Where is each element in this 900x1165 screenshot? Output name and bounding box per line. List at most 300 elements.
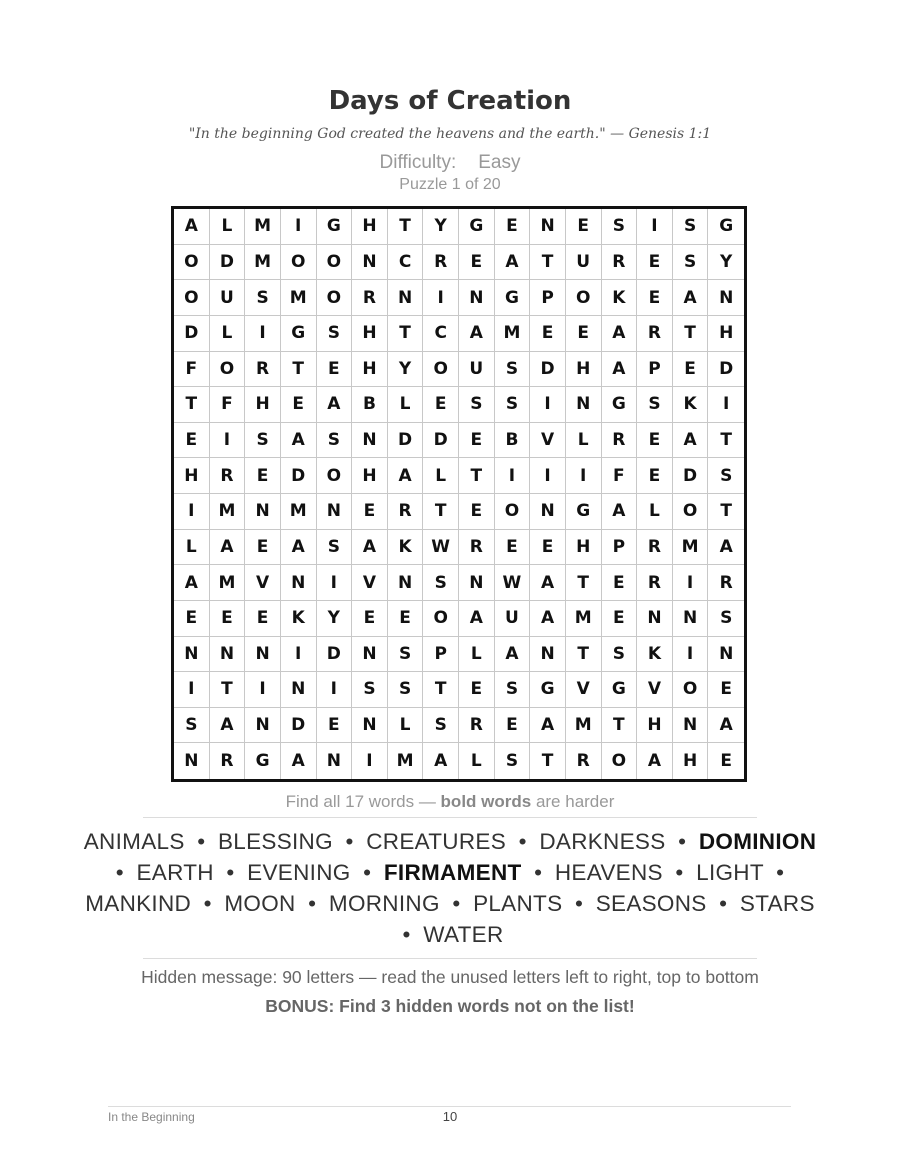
grid-cell: L (210, 316, 246, 352)
grid-cell: E (174, 423, 210, 459)
grid-cell: N (530, 209, 566, 245)
grid-cell: E (673, 352, 709, 388)
grid-cell: Y (317, 601, 353, 637)
grid-cell: A (602, 494, 638, 530)
grid-cell: S (602, 209, 638, 245)
grid-cell: R (352, 280, 388, 316)
grid-cell: O (174, 245, 210, 281)
grid-cell: G (566, 494, 602, 530)
grid-cell: R (602, 423, 638, 459)
grid-cell: L (459, 637, 495, 673)
grid-cell: N (459, 280, 495, 316)
word-list-item: FIRMAMENT (383, 860, 522, 885)
grid-cell: T (530, 245, 566, 281)
grid-cell: E (210, 601, 246, 637)
grid-cell: A (459, 316, 495, 352)
grid-cell: M (566, 708, 602, 744)
grid-cell: O (673, 494, 709, 530)
grid-cell: E (174, 601, 210, 637)
word-separator: • (345, 829, 354, 854)
grid-cell: O (566, 280, 602, 316)
grid-cell: T (708, 494, 744, 530)
difficulty-line (0, 152, 900, 174)
grid-cell: N (317, 743, 353, 779)
grid-cell: A (423, 743, 459, 779)
grid-cell: F (602, 458, 638, 494)
grid-cell: A (317, 387, 353, 423)
grid-cell: M (281, 494, 317, 530)
word-list-item: MOON (224, 891, 296, 916)
word-list-item: EVENING (247, 860, 351, 885)
grid-cell: E (245, 601, 281, 637)
find-bold: bold words (440, 792, 532, 811)
grid-cell: E (352, 601, 388, 637)
word-separator: • (518, 829, 527, 854)
grid-cell: V (566, 672, 602, 708)
grid-cell: N (352, 708, 388, 744)
grid-cell: D (673, 458, 709, 494)
grid-cell: K (602, 280, 638, 316)
grid-cell: S (637, 387, 673, 423)
grid-cell: A (210, 708, 246, 744)
grid-cell: H (637, 708, 673, 744)
grid-cell: G (281, 316, 317, 352)
grid-cell: U (566, 245, 602, 281)
grid-cell: R (388, 494, 424, 530)
word-list-item: MORNING (328, 891, 440, 916)
word-list-item: ANIMALS (83, 829, 185, 854)
grid-cell: M (245, 209, 281, 245)
grid-cell: W (495, 565, 531, 601)
grid-cell: A (174, 209, 210, 245)
grid-cell: N (388, 280, 424, 316)
grid-cell: E (459, 423, 495, 459)
page-title: Days of Creation (328, 86, 572, 116)
grid-cell: N (530, 637, 566, 673)
grid-cell: O (602, 743, 638, 779)
grid-cell: W (423, 530, 459, 566)
word-separator: • (197, 829, 206, 854)
grid-cell: H (352, 209, 388, 245)
grid-cell: E (708, 672, 744, 708)
grid-cell: I (174, 494, 210, 530)
grid-cell: T (566, 565, 602, 601)
grid-cell: G (530, 672, 566, 708)
word-separator: • (452, 891, 461, 916)
grid-cell: T (566, 637, 602, 673)
grid-cell: B (352, 387, 388, 423)
grid-cell: M (495, 316, 531, 352)
grid-cell: O (317, 458, 353, 494)
word-list-item: DOMINION (698, 829, 817, 854)
grid-cell: F (210, 387, 246, 423)
grid-cell: G (602, 672, 638, 708)
grid-cell: N (281, 672, 317, 708)
grid-cell: D (281, 458, 317, 494)
grid-cell: T (388, 316, 424, 352)
grid-cell: M (566, 601, 602, 637)
word-separator: • (776, 860, 785, 885)
footer-book-title: In the Beginning (108, 1110, 195, 1124)
grid-cell: C (388, 245, 424, 281)
word-separator: • (675, 860, 684, 885)
grid-cell: N (673, 601, 709, 637)
grid-cell: E (530, 316, 566, 352)
grid-cell: S (423, 565, 459, 601)
grid-cell: O (495, 494, 531, 530)
word-separator: • (308, 891, 317, 916)
grid-cell: E (602, 565, 638, 601)
grid-cell: A (495, 637, 531, 673)
grid-cell: V (530, 423, 566, 459)
grid-cell: T (423, 672, 459, 708)
grid-cell: R (210, 458, 246, 494)
grid-cell: E (317, 708, 353, 744)
bonus-note: BONUS: Find 3 hidden words not on the list! (265, 996, 635, 1016)
grid-cell: K (281, 601, 317, 637)
grid-cell: I (495, 458, 531, 494)
grid-cell: T (602, 708, 638, 744)
grid-cell: G (602, 387, 638, 423)
grid-cell: S (495, 672, 531, 708)
grid-cell: A (495, 245, 531, 281)
grid-cell: T (281, 352, 317, 388)
word-list-item: DARKNESS (539, 829, 666, 854)
grid-cell: A (388, 458, 424, 494)
grid-cell: F (174, 352, 210, 388)
scripture-verse: "In the beginning God created the heavens and the earth." — Genesis 1:1 (188, 126, 712, 142)
grid-cell: A (530, 601, 566, 637)
grid-cell: L (423, 458, 459, 494)
grid-cell: E (495, 708, 531, 744)
grid-cell: H (174, 458, 210, 494)
find-prefix: Find all 17 words — (285, 792, 441, 811)
grid-cell: N (708, 637, 744, 673)
grid-cell: U (495, 601, 531, 637)
word-list-item: EARTH (136, 860, 214, 885)
grid-cell: S (602, 637, 638, 673)
grid-cell: T (423, 494, 459, 530)
grid-cell: N (281, 565, 317, 601)
grid-cell: P (530, 280, 566, 316)
word-list-item: HEAVENS (554, 860, 663, 885)
grid-cell: O (423, 352, 459, 388)
grid-cell: E (566, 209, 602, 245)
grid-cell: E (495, 530, 531, 566)
grid-cell: A (530, 708, 566, 744)
grid-cell: I (352, 743, 388, 779)
grid-cell: A (708, 530, 744, 566)
grid-cell: S (708, 458, 744, 494)
grid-cell: N (174, 743, 210, 779)
grid-cell: O (281, 245, 317, 281)
grid-cell: G (495, 280, 531, 316)
grid-cell: S (317, 530, 353, 566)
word-separator: • (115, 860, 124, 885)
grid-cell: D (174, 316, 210, 352)
grid-cell: I (423, 280, 459, 316)
grid-cell: I (281, 637, 317, 673)
grid-cell: T (708, 423, 744, 459)
word-separator: • (402, 922, 411, 947)
grid-cell: H (673, 743, 709, 779)
grid-cell: P (423, 637, 459, 673)
hidden-message-note: Hidden message: 90 letters — read the unused letters left to right, top to bottom (141, 967, 759, 987)
find-instructions (0, 792, 900, 812)
grid-cell: R (637, 316, 673, 352)
grid-cell: K (637, 637, 673, 673)
grid-cell: R (637, 530, 673, 566)
grid-cell: Y (388, 352, 424, 388)
grid-cell: A (673, 423, 709, 459)
grid-cell: M (245, 245, 281, 281)
grid-cell: H (245, 387, 281, 423)
grid-cell: R (210, 743, 246, 779)
grid-cell: A (530, 565, 566, 601)
grid-cell: A (708, 708, 744, 744)
grid-cell: R (602, 245, 638, 281)
grid-cell: S (388, 672, 424, 708)
grid-cell: G (708, 209, 744, 245)
grid-cell: V (245, 565, 281, 601)
grid-cell: S (245, 280, 281, 316)
grid-cell: M (388, 743, 424, 779)
grid-cell: O (174, 280, 210, 316)
grid-cell: Y (423, 209, 459, 245)
grid-cell: O (423, 601, 459, 637)
grid-cell: K (673, 387, 709, 423)
grid-cell: S (317, 423, 353, 459)
grid-cell: S (423, 708, 459, 744)
grid-cell: U (459, 352, 495, 388)
grid-cell: B (495, 423, 531, 459)
grid-cell: I (708, 387, 744, 423)
grid-cell: L (174, 530, 210, 566)
grid-cell: R (637, 565, 673, 601)
grid-cell: A (602, 352, 638, 388)
word-separator: • (719, 891, 728, 916)
grid-cell: O (317, 280, 353, 316)
grid-cell: I (245, 672, 281, 708)
word-search-grid (171, 206, 747, 782)
word-separator: • (534, 860, 543, 885)
grid-cell: E (720, 751, 732, 772)
grid-cell: C (423, 316, 459, 352)
grid-cell: P (602, 530, 638, 566)
grid-cell: A (637, 743, 673, 779)
grid-cell: H (708, 316, 744, 352)
grid-cell: L (210, 209, 246, 245)
grid-cell: S (708, 601, 744, 637)
grid-cell: E (637, 280, 673, 316)
grid-cell: L (388, 387, 424, 423)
grid-cell: P (637, 352, 673, 388)
word-separator: • (574, 891, 584, 916)
grid-cell: O (210, 352, 246, 388)
word-separator: • (363, 860, 372, 885)
grid-cell: E (530, 530, 566, 566)
grid-cell: T (530, 743, 566, 779)
grid-cell: E (637, 245, 673, 281)
grid-cell: N (352, 637, 388, 673)
grid-cell: I (317, 565, 353, 601)
grid-cell: E (423, 387, 459, 423)
grid-cell: S (495, 352, 531, 388)
grid-cell: M (210, 494, 246, 530)
grid-cell: S (317, 316, 353, 352)
grid-cell: A (281, 423, 317, 459)
grid-cell: I (530, 387, 566, 423)
difficulty-label: Difficulty: (379, 152, 457, 173)
grid-cell: E (317, 352, 353, 388)
word-list-item: STARS (739, 891, 815, 916)
grid-cell: I (281, 209, 317, 245)
grid-cell: E (245, 458, 281, 494)
grid-cell: I (637, 209, 673, 245)
grid-cell: N (388, 565, 424, 601)
grid-cell: H (352, 316, 388, 352)
grid-cell: T (673, 316, 709, 352)
grid-cell: E (459, 494, 495, 530)
grid-cell: N (530, 494, 566, 530)
grid-cell: A (281, 743, 317, 779)
grid-cell: T (210, 672, 246, 708)
grid-cell: Y (708, 245, 744, 281)
grid-cell: N (245, 494, 281, 530)
grid-cell: I (210, 423, 246, 459)
grid-cell: E (637, 458, 673, 494)
word-separator: • (226, 860, 235, 885)
word-separator: • (203, 891, 212, 916)
grid-cell: I (317, 672, 353, 708)
word-list-item: BLESSING (217, 829, 333, 854)
divider-bottom (143, 958, 757, 959)
grid-cell: E (388, 601, 424, 637)
word-list-item: PLANTS (473, 891, 563, 916)
grid-cell: G (245, 743, 281, 779)
grid-cell: E (352, 494, 388, 530)
difficulty-value: Easy (478, 152, 521, 173)
grid-cell: U (210, 280, 246, 316)
grid-cell: E (281, 387, 317, 423)
grid-cell: E (495, 209, 531, 245)
grid-cell: M (281, 280, 317, 316)
grid-cell: A (210, 530, 246, 566)
grid-cell: H (352, 458, 388, 494)
word-list-item: MANKIND (85, 891, 192, 916)
grid-cell: I (673, 565, 709, 601)
grid-cell: E (459, 672, 495, 708)
grid-cell: D (281, 708, 317, 744)
grid-cell: A (459, 601, 495, 637)
grid-cell: N (352, 423, 388, 459)
grid-cell: T (174, 387, 210, 423)
word-list (80, 826, 820, 950)
grid-cell: N (210, 637, 246, 673)
grid-cell: N (566, 387, 602, 423)
grid-cell: N (459, 565, 495, 601)
grid-cell: M (210, 565, 246, 601)
grid-cell: A (673, 280, 709, 316)
grid-cell: H (566, 530, 602, 566)
grid-cell: I (174, 672, 210, 708)
grid-cell: N (673, 708, 709, 744)
grid-cell: S (673, 209, 709, 245)
grid-cell: S (388, 637, 424, 673)
grid-cell: D (708, 352, 744, 388)
grid-cell: S (495, 743, 531, 779)
grid-cell: K (388, 530, 424, 566)
grid-cell: S (352, 672, 388, 708)
grid-cell: A (281, 530, 317, 566)
grid-cell: T (388, 209, 424, 245)
grid-cell: R (566, 743, 602, 779)
grid-cell: M (673, 530, 709, 566)
grid-cell: L (566, 423, 602, 459)
grid-cell: S (459, 387, 495, 423)
puzzle-number: Puzzle 1 of 20 (399, 176, 501, 193)
grid-cell: S (174, 708, 210, 744)
grid-cell: R (423, 245, 459, 281)
grid-cell: N (245, 637, 281, 673)
grid-cell: I (566, 458, 602, 494)
grid-cell: N (637, 601, 673, 637)
grid-cell: S (673, 245, 709, 281)
grid-cell: R (459, 708, 495, 744)
grid-cell: D (210, 245, 246, 281)
grid-cell: N (317, 494, 353, 530)
grid-cell: T (459, 458, 495, 494)
word-list-item: WATER (423, 922, 504, 947)
grid-cell: I (673, 637, 709, 673)
grid-cell: N (708, 280, 744, 316)
grid-cell: L (459, 743, 495, 779)
grid-cell: V (352, 565, 388, 601)
grid-cell: E (459, 245, 495, 281)
grid-cell: E (602, 601, 638, 637)
grid-cell: R (708, 565, 744, 601)
grid-cell: R (245, 352, 281, 388)
grid-cell: I (245, 316, 281, 352)
grid-cell: A (602, 316, 638, 352)
grid-cell: S (495, 387, 531, 423)
grid-cell: H (566, 352, 602, 388)
grid-cell: R (459, 530, 495, 566)
grid-cell: D (423, 423, 459, 459)
grid-cell: D (388, 423, 424, 459)
grid-cell: N (245, 708, 281, 744)
grid-cell: E (245, 530, 281, 566)
grid-cell: A (352, 530, 388, 566)
grid-cell: N (174, 637, 210, 673)
word-list-item: CREATURES (366, 829, 507, 854)
grid-cell: D (317, 637, 353, 673)
find-suffix: are harder (531, 792, 615, 811)
grid-cell: S (245, 423, 281, 459)
divider-top (143, 817, 757, 818)
grid-cell: G (317, 209, 353, 245)
grid-cell: O (673, 672, 709, 708)
word-separator: • (678, 829, 687, 854)
word-list-item: LIGHT (696, 860, 764, 885)
grid-cell: E (566, 316, 602, 352)
grid-cell: V (637, 672, 673, 708)
grid-cell: O (317, 245, 353, 281)
grid-cell: I (530, 458, 566, 494)
grid-cell: H (352, 352, 388, 388)
grid-cell: L (388, 708, 424, 744)
grid-cell: L (637, 494, 673, 530)
